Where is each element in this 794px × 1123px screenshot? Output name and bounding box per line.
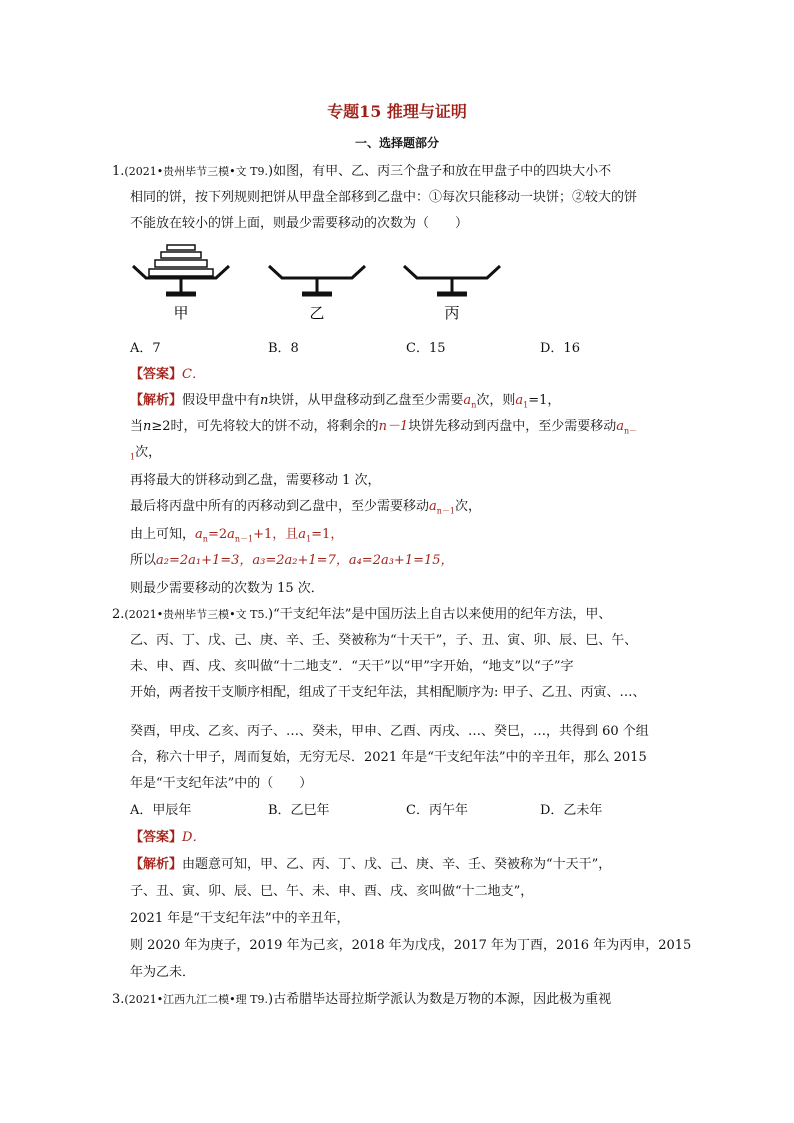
- q2-line-1: 2.(2021•贵州毕节三模•文 T5.)“干支纪年法”是中国历法上自古以来使用的纪年方法，甲、: [112, 607, 612, 622]
- answer-value: D．: [182, 830, 206, 845]
- q1-analysis-line-7: 所以a₂=2a₁+1=3，a₃=2a₂+1=7，a₄=2a₃+1=15，: [130, 553, 454, 568]
- q2-option-d: D．乙未年: [540, 803, 603, 818]
- q1-option-a: A．7: [130, 341, 161, 356]
- answer-tag: 【答案】: [130, 367, 183, 382]
- plate-label-yi: 乙: [309, 304, 325, 322]
- q1-line-2: 相同的饼，按下列规则把饼从甲盘全部移到乙盘中：①每次只能移动一块饼；②较大的饼: [130, 190, 638, 205]
- plate-label-bing: 丙: [444, 304, 460, 322]
- q3-source: (2021•江西九江二模•理 T9.: [124, 993, 268, 1006]
- q2-option-b: B．乙巳年: [268, 803, 330, 818]
- analysis-tag: 【解析】: [130, 393, 183, 408]
- q1-source: (2021•贵州毕节三模•文 T9.: [124, 165, 268, 178]
- q1-option-c: C．15: [406, 341, 446, 356]
- q1-analysis-line-5: 最后将丙盘中所有的丙移动到乙盘中，至少需要移动$a_{n-1}$次，: [130, 499, 482, 516]
- q2-analysis-line-2: 子、丑、寅、卯、辰、巳、午、未、申、酉、戌、亥叫做“十二地支”，: [130, 884, 534, 899]
- q2-answer: [130, 826, 205, 845]
- section-heading: 一、选择题部分: [354, 136, 439, 150]
- q2-line-7: 年是“干支纪年法”中的（ ）: [130, 776, 313, 791]
- page-title: 专题15 推理与证明: [327, 102, 467, 121]
- q1-analysis-line-4: 再将最大的饼移动到乙盘，需要移动 1 次，: [130, 473, 381, 488]
- q1-analysis-line-6: 由上可知，$a_n=2a_{n-1}+1$，且$a_1=1$，: [130, 527, 344, 544]
- q2-source: (2021•贵州毕节三模•文 T5.: [124, 608, 268, 621]
- q2-analysis-line-1: 【解析】由题意可知，甲、乙、丙、丁、戊、己、庚、辛、壬、癸被称为“十天干”，: [130, 857, 612, 872]
- q3-line-1: 3.(2021•江西九江二模•理 T9.)古希腊毕达哥拉斯学派认为数是万物的本源，因此极为重视: [112, 992, 612, 1007]
- answer-value: C．: [182, 367, 205, 382]
- q1-analysis-line-1: 【解析】假设甲盘中有n块饼，从甲盘移动到乙盘至少需要$a_n$次，则$a_1=1$，: [130, 393, 561, 410]
- q2-line-4: 开始，两者按干支顺序相配，组成了干支纪年法，其相配顺序为: 甲子、乙丑、丙寅、…、: [130, 685, 646, 700]
- q1-answer: [130, 363, 205, 382]
- q2-analysis-line-4: 则 2020 年为庚子，2019 年为己亥，2018 年为戊戌，2017 年为丁酉，2016 年为丙申，2015: [130, 938, 692, 953]
- q3-number: 3.: [112, 992, 125, 1007]
- q1-line-3: 不能放在较小的饼上面，则最少需要移动的次数为（ ）: [130, 216, 469, 231]
- plate-bing: [404, 266, 500, 294]
- q2-number: 2.: [112, 607, 125, 622]
- q2-line-5: 癸酉，甲戌、乙亥、丙子、…、癸未，甲申、乙酉、丙戌、…、癸巳，…，共得到 60 个组: [130, 724, 649, 739]
- hanoi-plates-figure: [128, 238, 508, 328]
- q2-line-6: 合，称六十甲子，周而复始，无穷无尽．2021 年是“干支纪年法”中的辛丑年，那么 2015: [130, 750, 647, 765]
- q1-analysis-line-3: $_1$次，: [130, 445, 162, 462]
- q2-analysis-line-3: 2021 年是“干支纪年法”中的辛丑年，: [130, 911, 350, 926]
- plate-yi: [269, 266, 365, 294]
- q2-analysis-line-5: 年为乙未．: [130, 965, 196, 980]
- plate-jia: [133, 245, 229, 294]
- analysis-tag: 【解析】: [130, 857, 183, 872]
- q1-line-1: 1.(2021•贵州毕节三模•文 T9.)如图，有甲、乙、丙三个盘子和放在甲盘子中的四块大小不: [112, 164, 612, 179]
- q1-option-d: D．16: [540, 341, 580, 356]
- q2-option-c: C．丙午年: [406, 803, 468, 818]
- q2-option-a: A．甲辰年: [130, 803, 192, 818]
- plate-label-jia: 甲: [173, 304, 189, 322]
- q1-analysis-line-8: 则最少需要移动的次数为 15 次．: [130, 581, 324, 596]
- q1-number: 1.: [112, 164, 125, 179]
- q2-line-2: 乙、丙、丁、戊、己、庚、辛、壬、癸被称为“十天干”，子、丑、寅、卯、辰、巳、午、: [130, 633, 638, 648]
- answer-tag: 【答案】: [130, 830, 183, 845]
- q2-line-3: 未、申、酉、戌、亥叫做“十二地支”．“天干”以“甲”字开始，“地支”以“子”字: [130, 659, 574, 674]
- q1-analysis-line-2: 当n≥2时，可先将较大的饼不动，将剩余的n－1块饼先移动到丙盘中，至少需要移动$a_{n-}$: [130, 419, 638, 436]
- q1-option-b: B．8: [268, 341, 299, 356]
